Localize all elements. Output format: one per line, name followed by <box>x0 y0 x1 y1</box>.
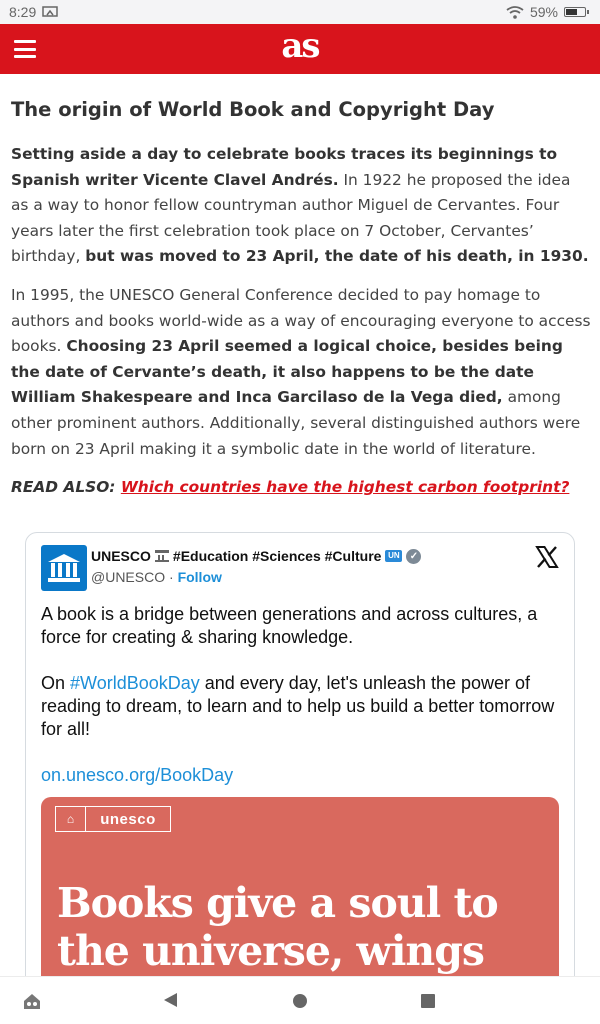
tweet-text <box>41 603 561 810</box>
temple-icon: ⌂ <box>56 807 86 831</box>
un-flag-icon: UN <box>385 550 402 562</box>
tweet-line-2 <box>41 672 561 741</box>
status-time: 8:29 <box>9 4 37 20</box>
body-text: among other prominent authors. Additionally, several distinguished authors were born on 23 April making it a symbolic date in the world of literature. <box>11 388 581 458</box>
unesco-brand-text: unesco <box>100 810 156 828</box>
article-subheading: The origin of World Book and Copyright Day <box>11 98 495 121</box>
tweet-header <box>41 545 561 591</box>
hashtag-link[interactable]: #WorldBookDay <box>70 673 200 693</box>
text: and every day, let's unleash the power of reading to dream, to learn and to help us build a better tomorrow for all! <box>41 673 555 739</box>
menu-icon[interactable] <box>14 40 36 58</box>
follow-button[interactable]: Follow <box>177 569 222 585</box>
tweet-handle-line <box>91 569 222 585</box>
battery-percent: 59% <box>529 4 558 20</box>
text: On <box>41 673 71 693</box>
verified-badge-icon: ✓ <box>406 549 421 564</box>
temple-icon <box>48 554 80 582</box>
unesco-avatar[interactable] <box>41 545 87 591</box>
read-also <box>11 475 591 500</box>
x-logo-icon[interactable] <box>535 545 559 569</box>
tweet-url-link[interactable]: on.unesco.org/BookDay <box>41 765 234 785</box>
status-bar <box>0 0 600 24</box>
tweet-author-name[interactable]: UNESCO <box>91 548 151 564</box>
read-also-label: READ ALSO: <box>11 478 121 497</box>
tweet-author-line[interactable] <box>91 548 421 564</box>
tweet-media-image[interactable] <box>41 797 559 1002</box>
body-text: In 1995, the UNESCO General Conference decided to pay homage to authors and books world-wide as a way of encouraging everyone to access books. <box>11 285 591 356</box>
tweet-line-1: A book is a bridge between generations and across cultures, a force for creating & sharing knowledge. <box>41 604 538 647</box>
home-icon[interactable] <box>293 994 307 1008</box>
article-paragraph-1 <box>11 142 591 270</box>
app-header <box>0 24 600 74</box>
read-also-link[interactable]: Which countries have the highest carbon footprint? <box>120 478 570 497</box>
system-nav-bar <box>0 976 600 1024</box>
home-app-icon[interactable] <box>22 991 42 1011</box>
tweet-author-tags: #Education #Sciences #Culture <box>172 548 382 564</box>
back-icon[interactable] <box>164 993 177 1007</box>
bold-text: Choosing 23 April seemed a logical choice, besides being the date of Cervante’s death, it also happens to be the date William Shakespeare and Inca Garcilaso de la Vega died, <box>11 337 563 407</box>
bold-text: but was moved to 23 April, the date of his death, in 1930. <box>85 247 589 266</box>
embedded-tweet <box>25 532 575 1002</box>
unesco-brand-tag <box>55 806 171 832</box>
battery-icon <box>564 7 586 17</box>
recents-icon[interactable] <box>421 994 435 1008</box>
tweet-handle[interactable]: @UNESCO <box>91 569 166 585</box>
article <box>11 96 591 500</box>
site-logo[interactable]: as <box>281 26 319 66</box>
bold-text: Setting aside a day to celebrate books traces its beginnings to Spanish writer Vicente Clavel Andrés. <box>11 145 558 189</box>
temple-emoji-icon <box>155 550 169 562</box>
article-paragraph-2 <box>11 283 591 462</box>
media-quote: Books give a soul to the universe, wings <box>57 879 498 975</box>
body-text: In 1922 he proposed the idea as a way to honor fellow countryman author Miguel de Cervantes. Four years later the first celebration took place on 7 October, Cervantes’ birthday, <box>11 170 571 266</box>
wifi-icon <box>506 6 524 19</box>
separator: · <box>165 569 178 585</box>
screen-mirror-icon <box>42 6 58 18</box>
